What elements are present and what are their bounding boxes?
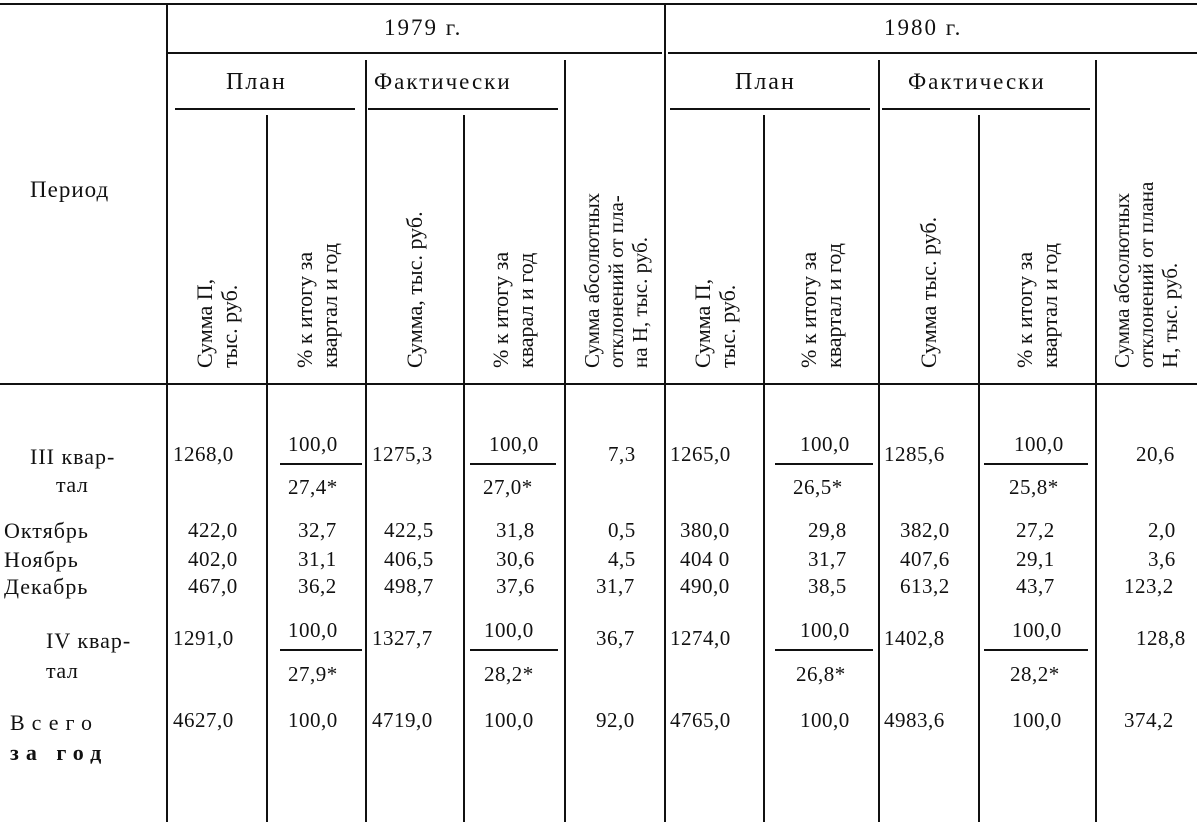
row-label: III квар- xyxy=(30,444,116,469)
cell: 422,5 xyxy=(384,518,434,542)
cell: 422,0 xyxy=(188,518,238,542)
column-rule xyxy=(463,115,465,822)
cell: 27,2 xyxy=(1016,518,1055,542)
cell: 100,0 xyxy=(288,708,338,732)
cell: 37,6 xyxy=(496,574,535,598)
column-rule xyxy=(266,115,268,822)
fraction-bar xyxy=(775,649,873,651)
row-label: IV квар- xyxy=(46,628,132,653)
fraction-bar xyxy=(775,463,873,465)
plan-sum-1979-header: Сумма П, тыс. руб. xyxy=(192,278,242,368)
column-rule xyxy=(166,5,168,822)
cell: 374,2 xyxy=(1124,708,1174,732)
cell: 406,5 xyxy=(384,547,434,571)
fraction-bar xyxy=(984,649,1088,651)
cell: 1285,6 xyxy=(884,442,945,466)
row-label: Ноябрь xyxy=(4,547,79,572)
plan-1980-underline xyxy=(670,108,870,110)
year-1980-header: 1980 г. xyxy=(884,15,963,40)
column-rule xyxy=(978,115,980,822)
cell: 31,7 xyxy=(808,547,847,571)
fact-pct-1980-header: % к итогу за квартал и год xyxy=(1012,243,1062,368)
cell: 31,8 xyxy=(496,518,535,542)
column-rule xyxy=(365,60,367,822)
cell: 380,0 xyxy=(680,518,730,542)
cell: 100,0 xyxy=(800,432,850,456)
cell: 27,0* xyxy=(483,475,533,499)
plan-1979-underline xyxy=(175,108,355,110)
cell: 28,2* xyxy=(1010,662,1060,686)
row-label: Декабрь xyxy=(4,574,89,599)
plan-sum-1980-header: Сумма П, тыс. руб. xyxy=(690,278,740,368)
cell: 1402,8 xyxy=(884,626,945,650)
deviation-1979-header: Сумма абсолютных отклонений от пла- на Н, тыс. руб. xyxy=(580,192,652,368)
row-label: тал xyxy=(56,472,89,497)
cell: 404 0 xyxy=(680,547,730,571)
fraction-bar xyxy=(280,463,362,465)
cell: 20,6 xyxy=(1136,442,1175,466)
column-rule xyxy=(763,115,765,822)
cell: 498,7 xyxy=(384,574,434,598)
cell: 100,0 xyxy=(489,432,539,456)
cell: 100,0 xyxy=(800,708,850,732)
cell: 30,6 xyxy=(496,547,535,571)
cell: 613,2 xyxy=(900,574,950,598)
cell: 0,5 xyxy=(608,518,636,542)
plan-1980-header: План xyxy=(735,69,796,95)
cell: 490,0 xyxy=(680,574,730,598)
plan-pct-1980-header: % к итогу за квартал и год xyxy=(796,243,846,368)
cell: 4765,0 xyxy=(670,708,731,732)
cell: 4,5 xyxy=(608,547,636,571)
column-rule xyxy=(564,60,566,822)
plan-pct-1979-header: % к итогу за квартал и год xyxy=(292,243,342,368)
cell: 26,8* xyxy=(796,662,846,686)
cell: 1265,0 xyxy=(670,442,731,466)
cell: 43,7 xyxy=(1016,574,1055,598)
column-rule xyxy=(878,60,880,822)
header-bottom-rule xyxy=(0,383,1197,385)
cell: 100,0 xyxy=(484,708,534,732)
cell: 29,1 xyxy=(1016,547,1055,571)
cell: 382,0 xyxy=(900,518,950,542)
fraction-bar xyxy=(984,463,1088,465)
cell: 31,1 xyxy=(298,547,337,571)
cell: 123,2 xyxy=(1124,574,1174,598)
column-rule xyxy=(1095,60,1097,822)
deviation-1980-header: Сумма абсолютных отклонений от плана Н, тыс. руб. xyxy=(1110,181,1182,368)
row-label: тал xyxy=(46,658,79,683)
cell: 1327,7 xyxy=(372,626,433,650)
cell: 36,7 xyxy=(596,626,635,650)
table-top-rule xyxy=(0,3,1197,5)
cell: 100,0 xyxy=(288,432,338,456)
column-rule xyxy=(664,5,666,822)
row-label: Октябрь xyxy=(4,518,89,543)
plan-1979-header: План xyxy=(226,69,287,95)
cell: 100,0 xyxy=(288,618,338,642)
row-label: за год xyxy=(10,740,109,765)
cell: 407,6 xyxy=(900,547,950,571)
cell: 2,0 xyxy=(1148,518,1176,542)
cell: 467,0 xyxy=(188,574,238,598)
year-1979-underline xyxy=(168,52,662,54)
fact-1979-header: Фактически xyxy=(374,69,512,94)
cell: 4627,0 xyxy=(173,708,234,732)
cell: 4719,0 xyxy=(372,708,433,732)
cell: 402,0 xyxy=(188,547,238,571)
cell: 4983,6 xyxy=(884,708,945,732)
cell: 31,7 xyxy=(596,574,635,598)
cell: 25,8* xyxy=(1009,475,1059,499)
cell: 27,9* xyxy=(288,662,338,686)
year-1979-header: 1979 г. xyxy=(384,15,463,40)
year-1980-underline xyxy=(668,52,1197,54)
cell: 29,8 xyxy=(808,518,847,542)
cell: 100,0 xyxy=(1012,618,1062,642)
cell: 1268,0 xyxy=(173,442,234,466)
fact-1980-header: Фактически xyxy=(908,69,1046,94)
fact-1980-underline xyxy=(882,108,1090,110)
cell: 100,0 xyxy=(484,618,534,642)
fraction-bar xyxy=(470,649,558,651)
cell: 32,7 xyxy=(298,518,337,542)
cell: 7,3 xyxy=(608,442,636,466)
cell: 100,0 xyxy=(1014,432,1064,456)
cell: 26,5* xyxy=(793,475,843,499)
fraction-bar xyxy=(280,649,362,651)
cell: 1275,3 xyxy=(372,442,433,466)
cell: 28,2* xyxy=(484,662,534,686)
fraction-bar xyxy=(470,463,556,465)
cell: 27,4* xyxy=(288,475,338,499)
fact-sum-1979-header: Сумма, тыс. руб. xyxy=(402,211,427,368)
cell: 1291,0 xyxy=(173,626,234,650)
cell: 100,0 xyxy=(800,618,850,642)
cell: 92,0 xyxy=(596,708,635,732)
cell: 3,6 xyxy=(1148,547,1176,571)
cell: 38,5 xyxy=(808,574,847,598)
row-label: Всего xyxy=(10,710,99,735)
cell: 1274,0 xyxy=(670,626,731,650)
fact-sum-1980-header: Сумма тыс. руб. xyxy=(916,216,941,368)
cell: 36,2 xyxy=(298,574,337,598)
period-header: Период xyxy=(30,177,110,202)
fact-pct-1979-header: % к итогу за кварал и год xyxy=(488,251,538,368)
cell: 128,8 xyxy=(1136,626,1186,650)
fact-1979-underline xyxy=(368,108,558,110)
cell: 100,0 xyxy=(1012,708,1062,732)
